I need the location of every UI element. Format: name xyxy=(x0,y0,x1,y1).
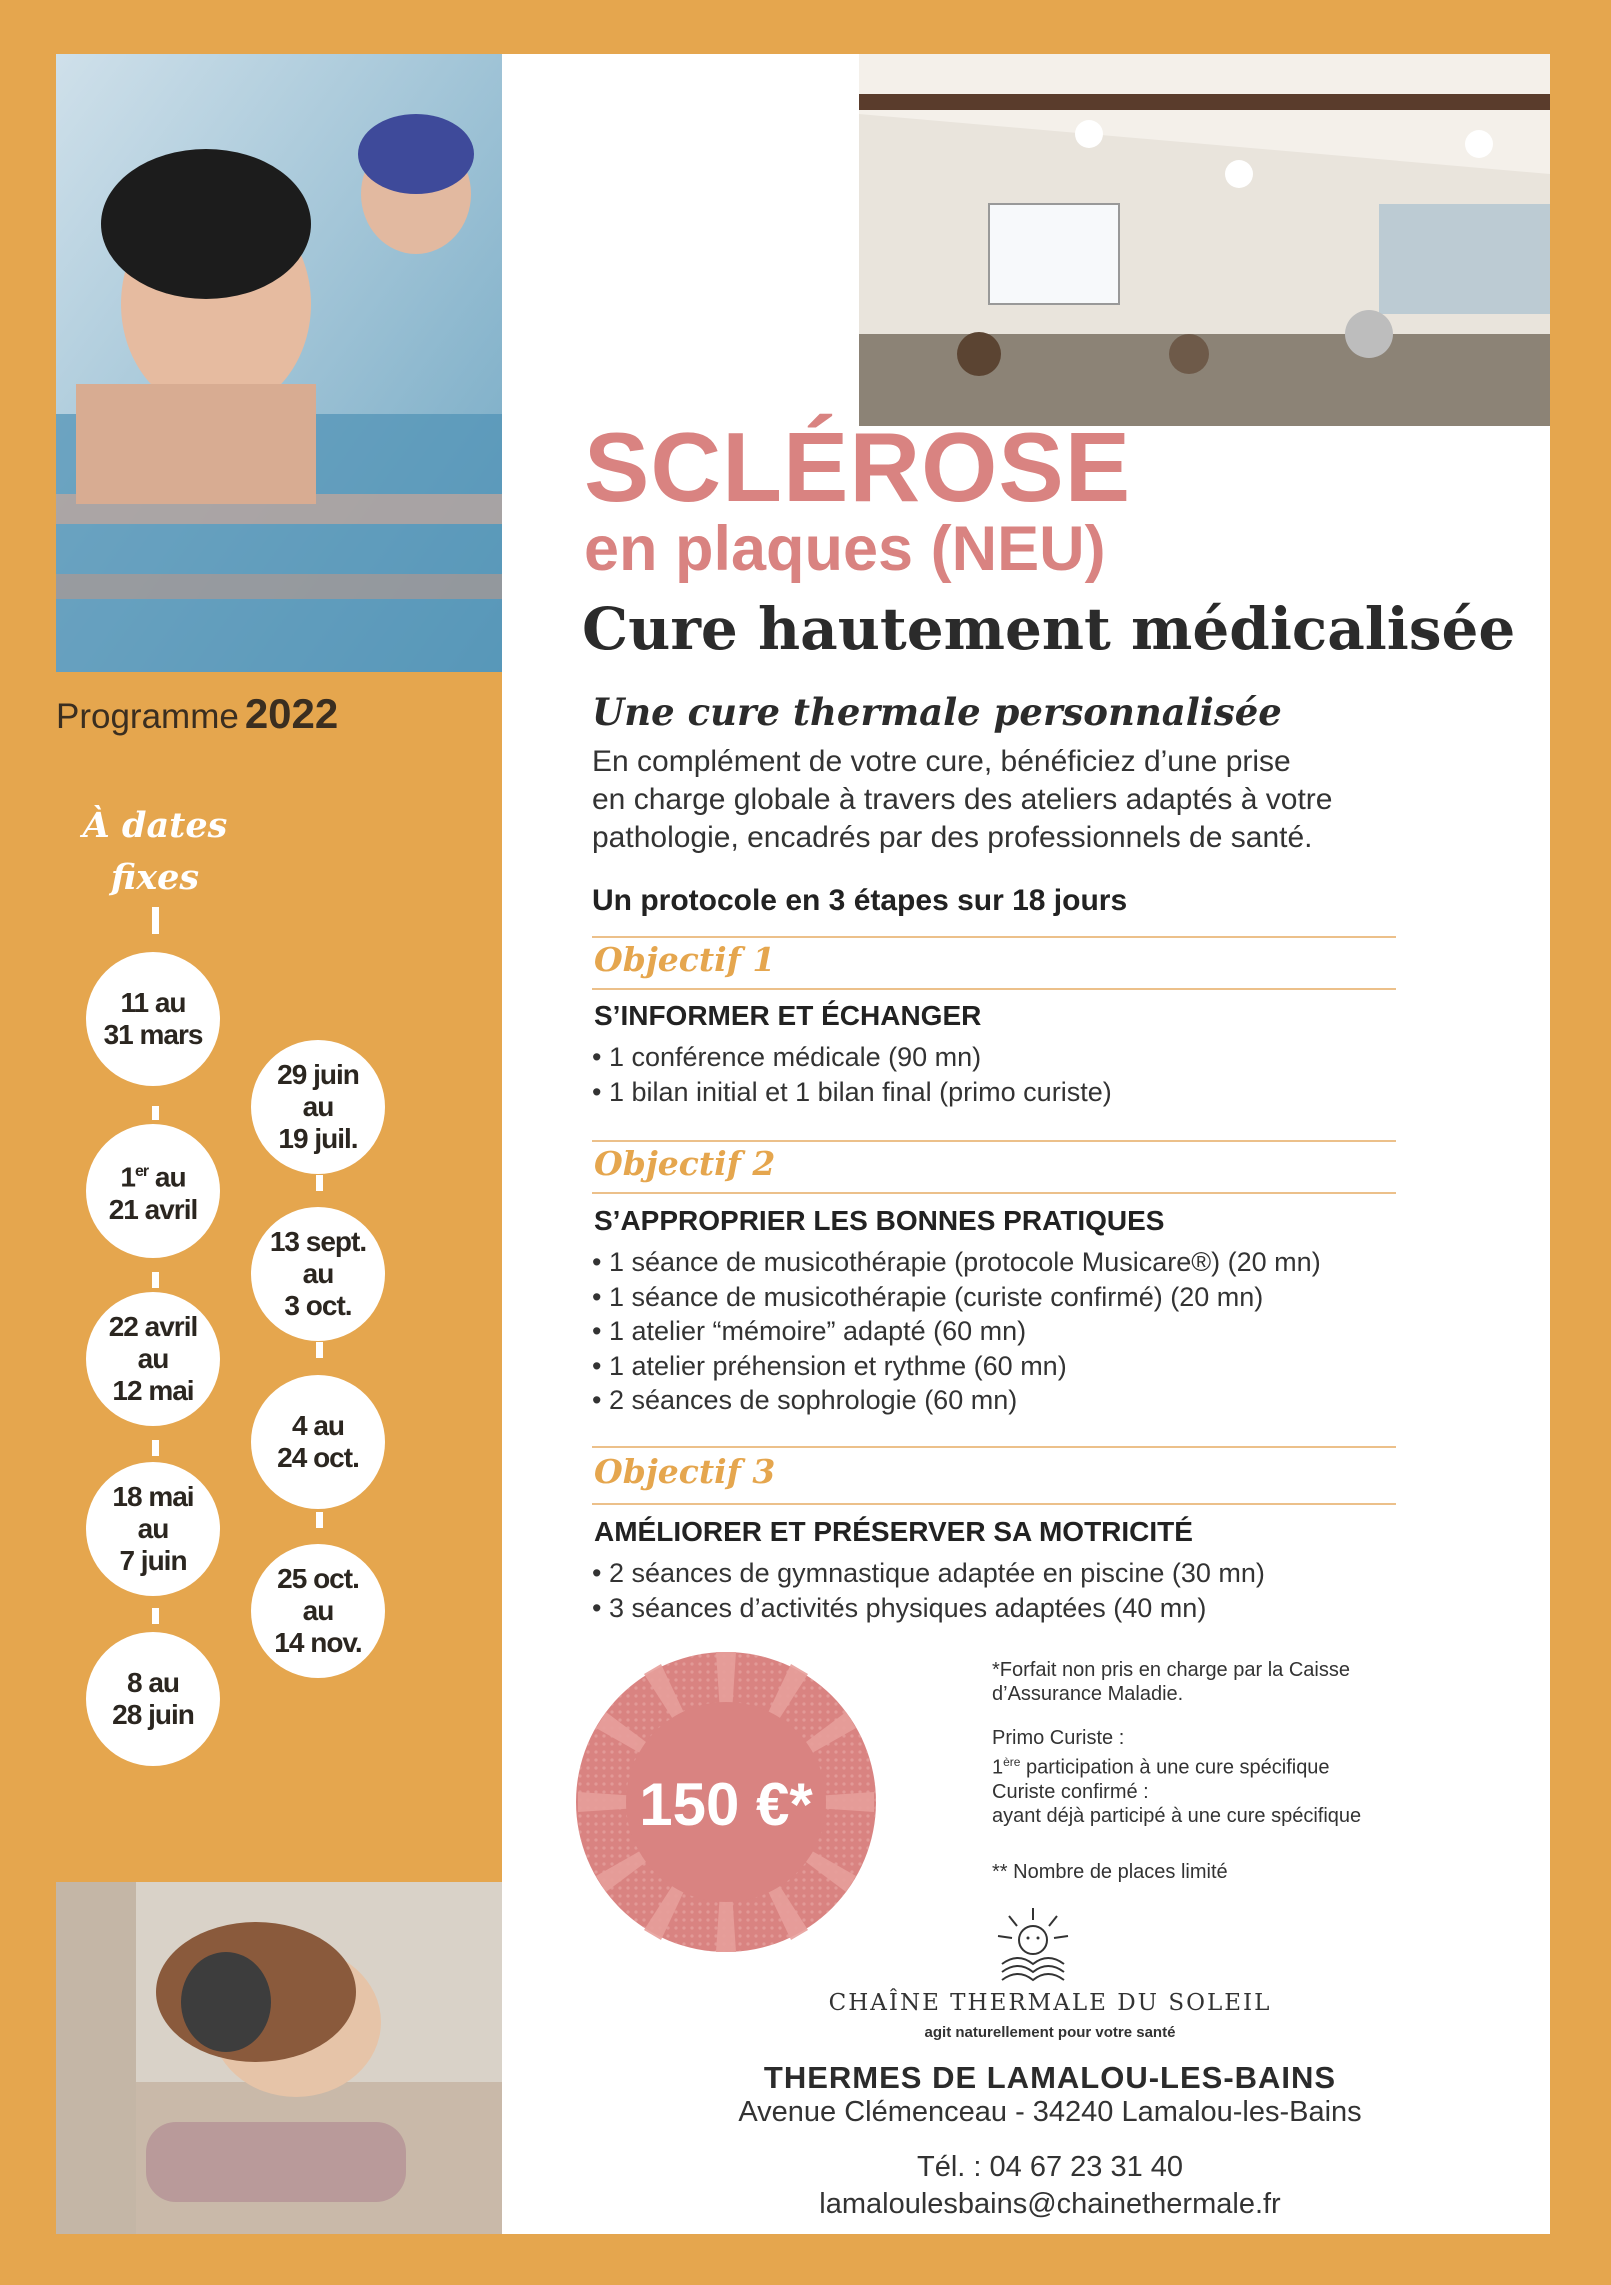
date-line: 11 au xyxy=(120,987,186,1018)
thermes-name: THERMES DE LAMALOU-LES-BAINS xyxy=(763,2060,1337,2095)
timeline-dash xyxy=(152,907,159,934)
programme-label: Programme xyxy=(56,697,239,736)
divider xyxy=(592,936,1396,938)
intro-text xyxy=(592,743,1472,857)
photo-conference-room xyxy=(859,54,1550,426)
date-line: 14 nov. xyxy=(274,1627,362,1658)
date-line: 31 mars xyxy=(103,1019,203,1050)
footnote-places xyxy=(992,1860,1228,1884)
title-en-plaques: en plaques (NEU) xyxy=(584,514,1106,584)
date-line: 4 au xyxy=(291,1410,345,1441)
date-line: 21 avril xyxy=(108,1193,198,1225)
objectif-3-title: Objectif 3 xyxy=(594,1452,776,1491)
programme-year xyxy=(56,690,338,738)
date-line: au xyxy=(137,1513,169,1544)
intro-line: En complément de votre cure, bénéficiez d’une prise xyxy=(592,745,1291,778)
timeline-dash xyxy=(152,1440,159,1456)
date-session-2 xyxy=(86,1124,220,1258)
date-line: 24 oct. xyxy=(277,1442,359,1473)
date-session-3 xyxy=(86,1292,220,1426)
list-item: • 1 atelier préhension et rythme (60 mn) xyxy=(592,1349,1321,1384)
email-address[interactable]: lamaloulesbains@chainethermale.fr xyxy=(819,2188,1281,2220)
note-line: ayant déjà participé à une cure spécifique xyxy=(992,1804,1362,1827)
objectif-2-heading: S’APPROPRIER LES BONNES PRATIQUES xyxy=(594,1205,1165,1236)
objectif-3-heading: AMÉLIORER ET PRÉSERVER SA MOTRICITÉ xyxy=(594,1516,1193,1547)
objectif-2-list xyxy=(592,1245,1321,1418)
objectif-1-title: Objectif 1 xyxy=(594,940,776,979)
title-sclerose: SCLÉROSE xyxy=(584,412,1132,522)
date-line: au xyxy=(302,1258,334,1289)
list-item: • 1 séance de musicothérapie (curiste confirmé) (20 mn) xyxy=(592,1280,1321,1315)
dates-heading xyxy=(70,800,240,904)
date-line: 12 mai xyxy=(112,1375,194,1406)
list-item: • 1 conférence médicale (90 mn) xyxy=(592,1040,1112,1075)
date-line: 25 oct. xyxy=(277,1563,359,1594)
date-session-9 xyxy=(251,1544,385,1678)
date-line: 22 avril xyxy=(108,1311,198,1342)
date-line: au xyxy=(137,1343,169,1374)
date-session-5 xyxy=(86,1632,220,1766)
timeline-dash xyxy=(152,1608,159,1624)
list-item: • 3 séances d’activités physiques adaptées (40 mn) xyxy=(592,1591,1265,1626)
objectif-1-list xyxy=(592,1040,1112,1109)
list-item: • 2 séances de sophrologie (60 mn) xyxy=(592,1383,1321,1418)
objectif-1-heading: S’INFORMER ET ÉCHANGER xyxy=(594,1000,982,1031)
price-value: 150 €* xyxy=(639,1771,813,1838)
date-line: 7 juin xyxy=(119,1545,187,1576)
date-session-7 xyxy=(251,1207,385,1341)
protocole-heading: Un protocole en 3 étapes sur 18 jours xyxy=(592,884,1128,917)
date-session-6 xyxy=(251,1040,385,1174)
date-line: 1er au xyxy=(120,1161,186,1193)
date-session-4 xyxy=(86,1462,220,1596)
intro-line: en charge globale à travers des ateliers adaptés à votre xyxy=(592,783,1333,816)
brand-name: CHAÎNE THERMALE DU SOLEIL xyxy=(828,1990,1272,2016)
timeline-dash xyxy=(152,1106,159,1120)
note-text: participation à une cure spécifique xyxy=(1026,1756,1330,1779)
date-line: 28 juin xyxy=(112,1699,194,1730)
photo-music-therapy xyxy=(56,1882,502,2234)
divider xyxy=(592,1192,1396,1194)
programme-year-value: 2022 xyxy=(244,690,339,737)
intro-line: pathologie, encadrés par des professionnels de santé. xyxy=(592,821,1313,854)
date-session-8 xyxy=(251,1375,385,1509)
date-line: 18 mai xyxy=(112,1481,194,1512)
objectif-2-title: Objectif 2 xyxy=(594,1144,776,1183)
note-line: ** Nombre de places limité xyxy=(992,1861,1228,1883)
list-item: • 1 bilan initial et 1 bilan final (primo curiste) xyxy=(592,1075,1112,1110)
timeline-dash xyxy=(316,1512,323,1528)
divider xyxy=(592,988,1396,990)
list-item: • 1 atelier “mémoire” adapté (60 mn) xyxy=(592,1314,1321,1349)
phone-number[interactable]: Tél. : 04 67 23 31 40 xyxy=(916,2151,1184,2183)
note-line: Primo Curiste : xyxy=(992,1727,1125,1749)
address: Avenue Clémenceau - 34240 Lamalou-les-Bains xyxy=(738,2096,1362,2128)
timeline-dash xyxy=(316,1342,323,1358)
dates-heading-line2: fixes xyxy=(110,857,200,898)
timeline-dash xyxy=(152,1272,159,1288)
note-line: d’Assurance Maladie. xyxy=(992,1683,1184,1705)
divider xyxy=(592,1446,1396,1448)
brand-tagline: agit naturellement pour votre santé xyxy=(924,2024,1176,2041)
date-line: 13 sept. xyxy=(269,1226,367,1257)
date-line: 3 oct. xyxy=(284,1290,352,1321)
note-line: *Forfait non pris en charge par la Caisse xyxy=(992,1659,1350,1681)
photo-aquatic-therapy xyxy=(56,54,502,672)
date-line: 29 juin xyxy=(277,1059,359,1090)
title-cure: Cure hautement médicalisée xyxy=(582,595,1516,663)
date-line: au xyxy=(302,1595,334,1626)
timeline-dash xyxy=(316,1175,323,1191)
dates-heading-line1: À dates xyxy=(82,805,228,846)
divider xyxy=(592,1140,1396,1142)
sun-logo-icon xyxy=(994,1906,1072,1984)
footnote-forfait xyxy=(992,1658,1350,1706)
date-line: au xyxy=(302,1091,334,1122)
footnote-primo xyxy=(992,1726,1361,1828)
objectif-3-list xyxy=(592,1556,1265,1625)
date-session-1 xyxy=(86,952,220,1086)
list-item: • 2 séances de gymnastique adaptée en piscine (30 mn) xyxy=(592,1556,1265,1591)
note-line: 1ère participation à une cure spécifique xyxy=(992,1755,1330,1779)
date-line: 8 au xyxy=(126,1667,180,1698)
divider xyxy=(592,1503,1396,1505)
subtitle: Une cure thermale personnalisée xyxy=(592,690,1282,734)
note-sup: ère xyxy=(1003,1755,1021,1769)
note-line: Curiste confirmé : xyxy=(992,1780,1149,1803)
date-line: 19 juil. xyxy=(278,1123,358,1154)
list-item: • 1 séance de musicothérapie (protocole Musicare®) (20 mn) xyxy=(592,1245,1321,1280)
